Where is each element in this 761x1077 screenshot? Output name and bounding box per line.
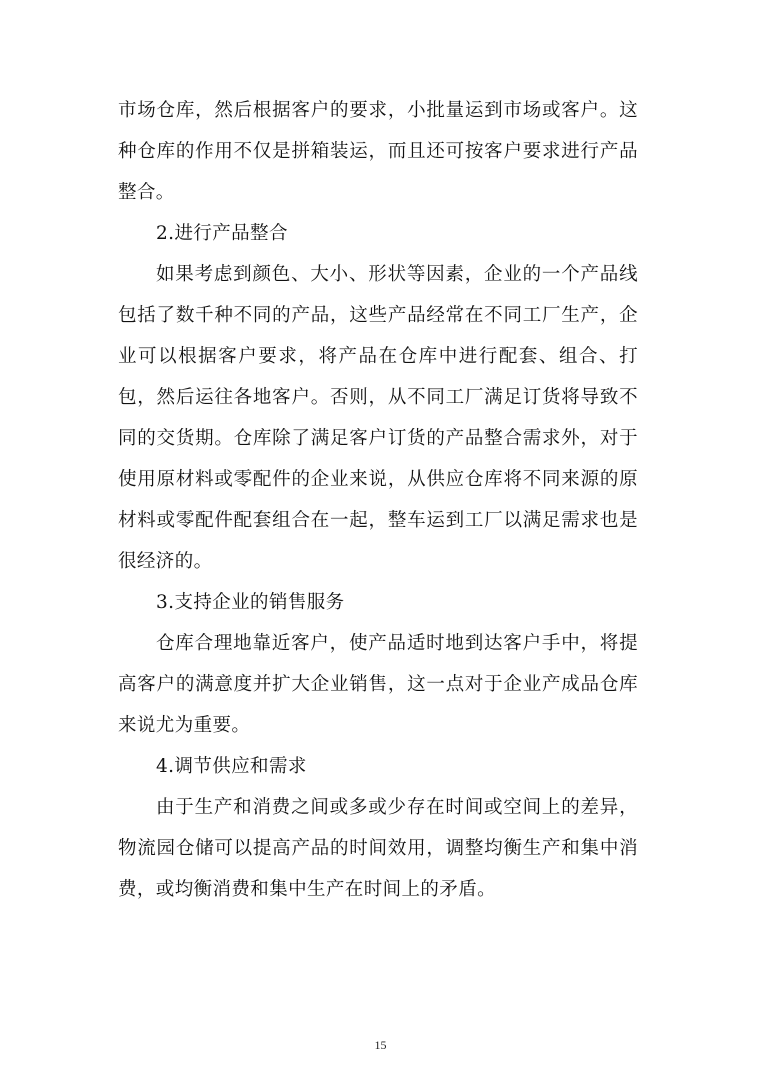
section-heading-product-integration: 2.进行产品整合	[156, 223, 288, 244]
page-number: 15	[374, 1038, 387, 1052]
section-heading-sales-service: 3.支持企业的销售服务	[156, 592, 345, 613]
paragraph-sales-service: 仓库合理地靠近客户，使产品适时地到达客户手中，将提高客户的满意度并扩大企业销售，这一点对于企业产成品仓库来说尤为重要。	[118, 633, 638, 736]
paragraph-supply-demand: 由于生产和消费之间或多或少存在时间或空间上的差异，物流园仓储可以提高产品的时间效用，调整均衡生产和集中消费，或均衡消费和集中生产在时间上的矛盾。	[118, 797, 638, 900]
paragraph-continuation: 市场仓库，然后根据客户的要求，小批量运到市场或客户。这种仓库的作用不仅是拼箱装运，而且还可按客户要求进行产品整合。	[118, 100, 638, 203]
document-body	[118, 90, 638, 910]
paragraph-product-integration: 如果考虑到颜色、大小、形状等因素，企业的一个产品线包括了数千种不同的产品，这些产品经常在不同工厂生产，企业可以根据客户要求，将产品在仓库中进行配套、组合、打包，然后运往各地客户。否则，从不同工厂满足订货将导致不同的交货期。仓库除了满足客户订货的产品整合需求外，对于使用原材料或零配件的企业来说，从供应仓库将不同来源的原材料或零配件配套组合在一起，整车运到工厂以满足需求也是很经济的。	[118, 264, 638, 572]
section-heading-supply-demand: 4.调节供应和需求	[156, 756, 307, 777]
